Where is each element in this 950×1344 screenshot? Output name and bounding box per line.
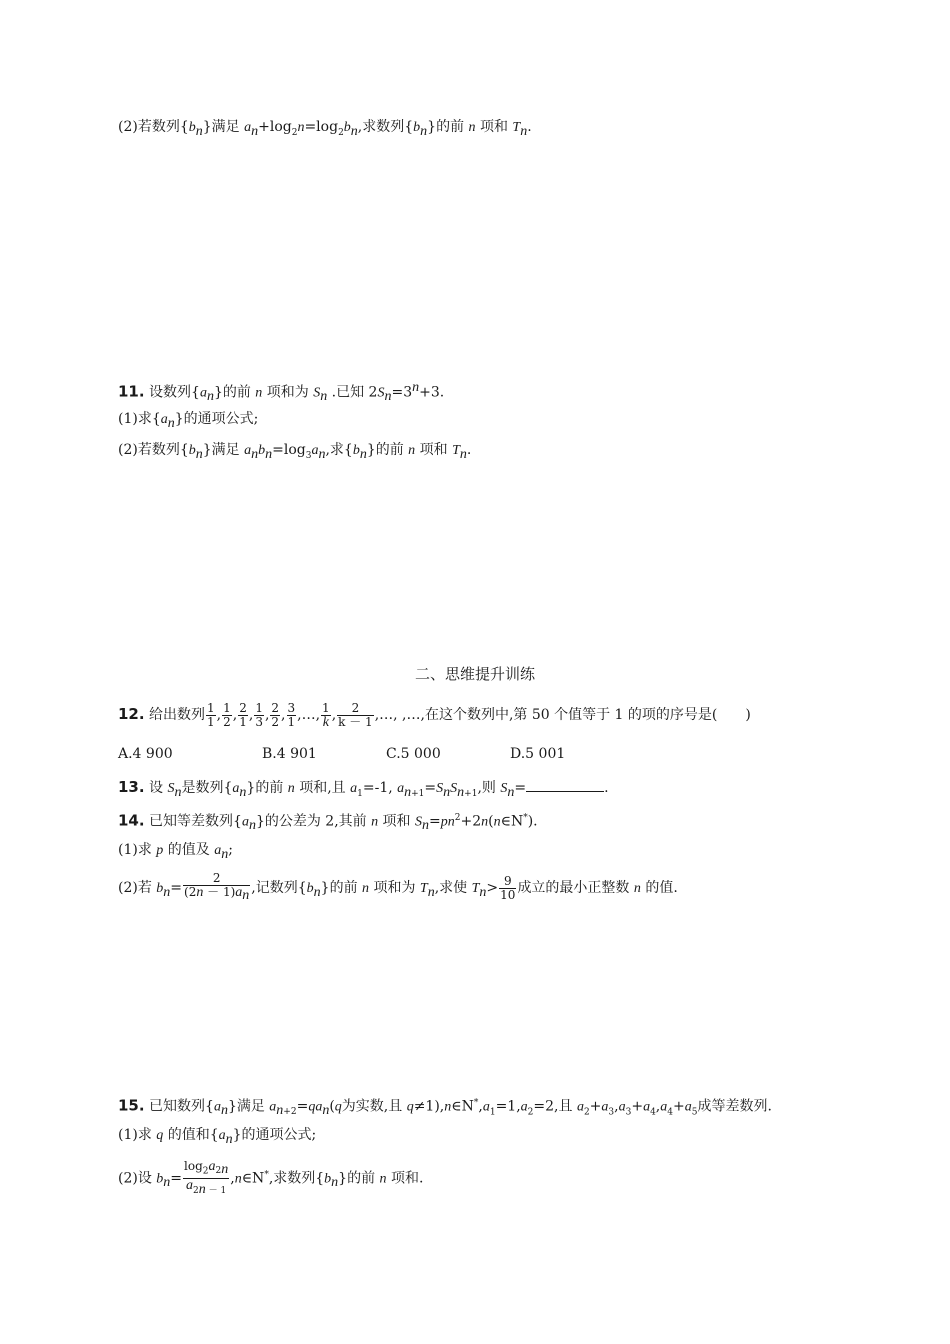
q15-part1: (1)求 q 的值和$\{a_n\}$的通项公式;	[118, 1127, 317, 1147]
q15-stem: 15. 已知数列$\{a_n\}$满足 $a_{n+2}=qa_n(q$为实数,且 $q\ne 1),n\in N^*,a_1=1,a_2=2$,且 $a_2+a_3,a_3+a_4,a_4+a_5$成等差数列.	[118, 1096, 772, 1119]
q10-part2: (2)若数列$\{b_n\}$满足 $a_n+\log_2n=\log_2b_n$,求数列$\{b_n\}$的前 n 项和 $T_n$.	[118, 119, 532, 139]
q15-part2: (2)设 $b_n=$ $\frac{\log_2a_{2n}}{a_{2n - 1}}$ ,n∈N*,求数列$\{b_n\}$的前 n 项和.	[118, 1158, 424, 1197]
q14-part1: (1)求 p 的值及 $a_n$;	[118, 842, 233, 862]
choice-a: A.4 900	[118, 746, 173, 762]
fraction: $\frac{1}{k}$	[322, 700, 330, 730]
q14-stem: 14. 已知等差数列$\{a_n\}$的公差为 2,其前 n 项和 $S_n=pn^2+2n(n\in N^*)$.	[118, 811, 538, 834]
q12-stem: 12. 给出数列 $\frac{1}{1}$ , $\frac{1}{2}$ , $\frac{2}{1}$ , $\frac{1}{3}$ , $\frac{2}{2}$ , $\frac{3}{1}$ ,…, $\frac{1}{k}$ , $\frac{2}{k - 1}$ ,…, ,…,在这个数列中,第 50 个值等于 1 的项的序号是( )	[118, 700, 751, 730]
fraction: $\frac{1}{3}$	[255, 700, 263, 729]
choice-d: D.5 001	[510, 746, 566, 762]
section-heading: 二、思维提升训练	[414, 665, 535, 683]
fraction: $\frac{3}{1}$	[287, 700, 296, 729]
choice-b: B.4 901	[262, 746, 317, 762]
q11-stem: 11. 设数列$\{a_n\}$的前 n 项和为 $S_n$ .已知 $2S_n=3^n+3$.	[118, 380, 445, 405]
q13-stem: 13. 设 $S_n$是数列$\{a_n\}$的前 n 项和,且 $a_1=-1$, $a_{n+1}=S_nS_{n+1}$,则 $S_n=$ .	[118, 778, 609, 800]
q14-part2: (2)若 $b_n=$ $\frac{2}{(2n - 1)a_n}$ ,记数列$\{b_n\}$的前 n 项和为 $T_n$,求使 $T_n>$ $\frac{9}{10}$ 成立的最小正整数 n 的值.	[118, 871, 678, 904]
fraction: $\frac{1}{2}$	[223, 700, 231, 729]
choice-c: C.5 000	[386, 746, 441, 762]
fraction: $\frac{\log_2a_{2n}}{a_{2n - 1}}$	[184, 1158, 229, 1197]
q11-part1: (1)求$\{a_n\}$的通项公式;	[118, 411, 259, 431]
fraction: $\frac{2}{1}$	[239, 700, 247, 729]
fraction: $\frac{1}{1}$	[207, 700, 215, 729]
fraction: $\frac{2}{k - 1}$	[338, 700, 373, 729]
answer-blank	[526, 779, 604, 792]
fraction: $\frac{9}{10}$	[500, 873, 516, 902]
fraction: $\frac{2}{(2n - 1)a_n}$	[184, 871, 250, 904]
fraction: $\frac{2}{2}$	[271, 700, 280, 729]
q11-part2: (2)若数列$\{b_n\}$满足 $a_nb_n=\log_3a_n$,求$\{b_n\}$的前 n 项和 $T_n$.	[118, 442, 472, 462]
